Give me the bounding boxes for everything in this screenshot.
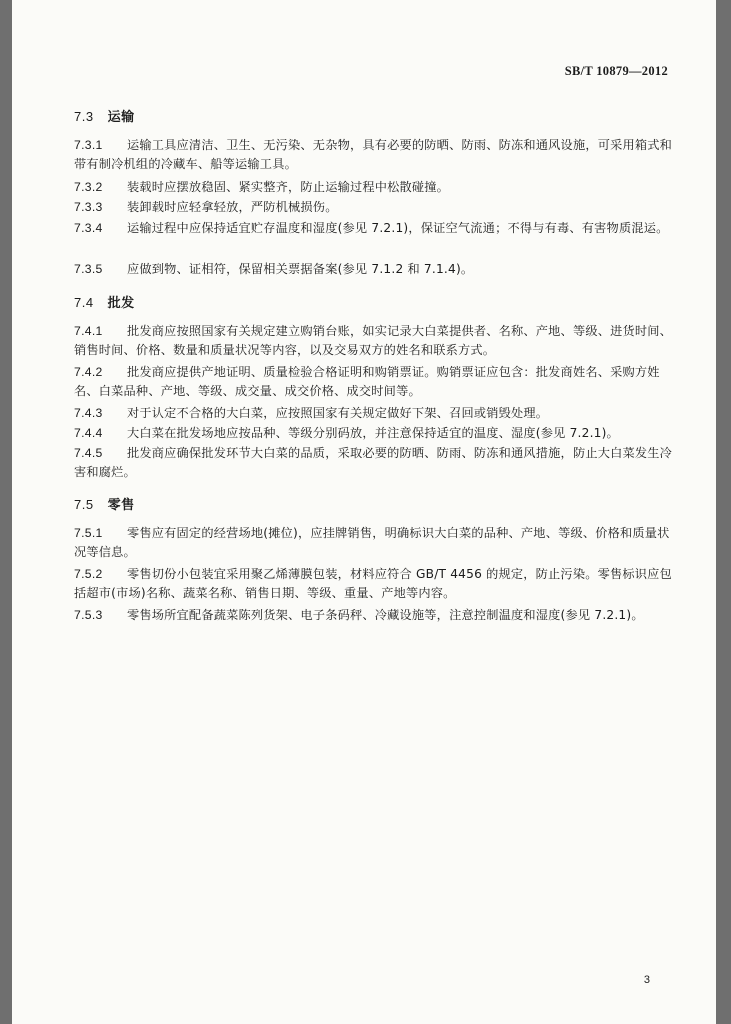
clause-text: 批发商应提供产地证明、质量检验合格证明和购销票证。购销票证应包含：批发商姓名、采购方姓名、白菜品种、产地、等级、成交量、成交价格、成交时间等。: [74, 365, 660, 398]
clause-text: 运输过程中应保持适宜贮存温度和湿度(参见 7.2.1)，保证空气流通；不得与有毒、有害物质混运。: [127, 221, 669, 235]
clause-number: 7.4.1: [74, 324, 103, 338]
section-number: 7.4: [74, 295, 94, 310]
clause-number: 7.5.3: [74, 608, 103, 622]
clause-text: 对于认定不合格的大白菜，应按照国家有关规定做好下架、召回或销毁处理。: [127, 406, 549, 420]
standard-code: SB/T 10879—2012: [564, 64, 668, 78]
clause-7-5-3: [74, 606, 674, 625]
clause-text: 装卸载时应轻拿轻放，严防机械损伤。: [127, 200, 338, 214]
section-title: 零售: [107, 498, 135, 513]
document-page: [12, 0, 716, 1024]
section-number: 7.3: [74, 109, 94, 124]
page-number: 3: [643, 974, 650, 986]
section-number: 7.5: [74, 497, 94, 512]
clause-7-3-5: [74, 260, 674, 279]
clause-text: 批发商应确保批发环节大白菜的品质，采取必要的防晒、防雨、防冻和通风措施，防止大白菜发生冷害和腐烂。: [74, 446, 673, 479]
clause-number: 7.4.2: [74, 365, 103, 379]
clause-number: 7.3.4: [74, 221, 103, 235]
clause-number: 7.3.2: [74, 180, 103, 194]
clause-number: 7.5.1: [74, 526, 103, 540]
section-heading-7-5: [74, 494, 135, 513]
clause-7-4-5: [74, 444, 674, 482]
clause-7-4-4: [74, 424, 674, 443]
section-heading-7-4: [74, 292, 135, 311]
clause-7-3-1: [74, 136, 674, 174]
clause-7-4-2: [74, 363, 674, 401]
clause-7-3-3: [74, 198, 674, 217]
clause-7-4-3: [74, 404, 674, 423]
clause-number: 7.3.3: [74, 200, 103, 214]
clause-text: 装载时应摆放稳固、紧实整齐，防止运输过程中松散碰撞。: [127, 180, 450, 194]
clause-7-3-4: [74, 219, 674, 238]
clause-text: 零售切份小包装宜采用聚乙烯薄膜包装，材料应符合 GB/T 4456 的规定，防止污染。零售标识应包括超市(市场)名称、蔬菜名称、销售日期、等级、重量、产地等内容。: [74, 567, 672, 600]
clause-number: 7.4.3: [74, 406, 103, 420]
section-title: 批发: [107, 296, 135, 311]
clause-number: 7.3.5: [74, 262, 103, 276]
clause-text: 批发商应按照国家有关规定建立购销台账，如实记录大白菜提供者、名称、产地、等级、进货时间、销售时间、价格、数量和质量状况等内容，以及交易双方的姓名和联系方式。: [74, 324, 673, 357]
clause-7-4-1: [74, 322, 674, 360]
clause-7-5-2: [74, 565, 674, 603]
clause-number: 7.5.2: [74, 567, 103, 581]
clause-number: 7.3.1: [74, 138, 103, 152]
clause-text: 零售应有固定的经营场地(摊位)，应挂牌销售，明确标识大白菜的品种、产地、等级、价格和质量状况等信息。: [74, 526, 670, 559]
clause-text: 零售场所宜配备蔬菜陈列货架、电子条码秤、冷藏设施等，注意控制温度和湿度(参见 7.2.1)。: [127, 608, 644, 622]
clause-number: 7.4.4: [74, 426, 103, 440]
clause-text: 大白菜在批发场地应按品种、等级分别码放，并注意保持适宜的温度、湿度(参见 7.2.1)。: [127, 426, 619, 440]
clause-text: 应做到物、证相符，保留相关票据备案(参见 7.1.2 和 7.1.4)。: [127, 262, 474, 276]
clause-text: 运输工具应清洁、卫生、无污染、无杂物，具有必要的防晒、防雨、防冻和通风设施，可采用箱式和带有制冷机组的冷藏车、船等运输工具。: [74, 138, 673, 171]
section-title: 运输: [107, 110, 135, 125]
clause-number: 7.4.5: [74, 446, 103, 460]
section-heading-7-3: [74, 106, 135, 125]
clause-7-5-1: [74, 524, 674, 562]
clause-7-3-2: [74, 178, 674, 197]
